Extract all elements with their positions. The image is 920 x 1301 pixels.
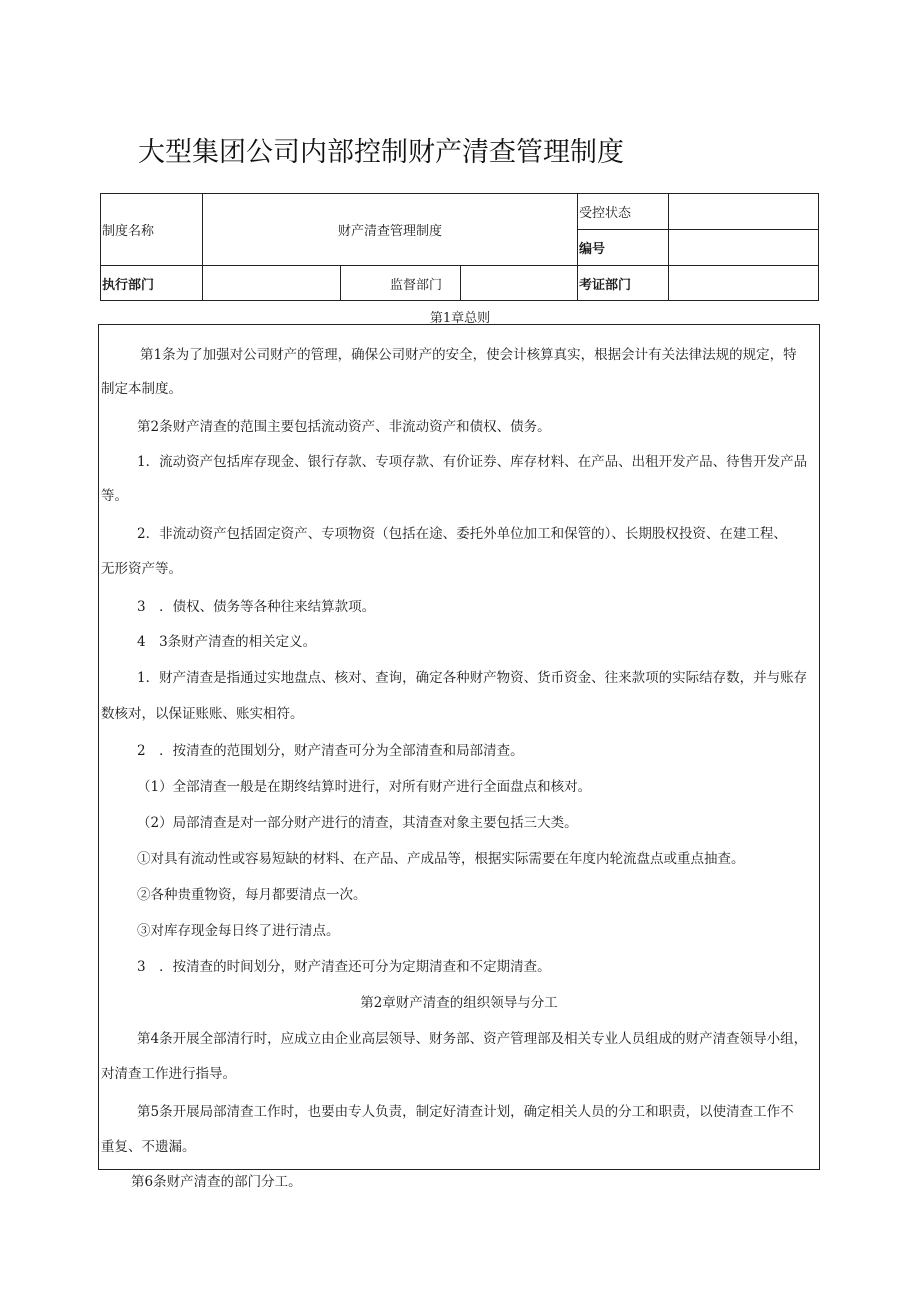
- article-3-item-2: 2 ．按清查的范围划分，财产清查可分为全部清查和局部清查。: [137, 743, 524, 759]
- article-3-item-1-line-1: 1．财产清查是指通过实地盘点、核对、查询，确定各种财产物资、货币资金、往来款项的实际结存数，并与账存: [137, 670, 808, 686]
- header-table: [100, 193, 819, 301]
- article-4-line-2: 对清查工作进行指导。: [101, 1066, 236, 1082]
- article-6: 第6条财产清查的部门分工。: [131, 1174, 302, 1190]
- supervise-dept-label: 监督部门: [341, 266, 461, 301]
- verify-dept-value: [669, 266, 819, 301]
- article-5-line-1: 第5条开展局部清查工作时，也要由专人负责，制定好清查计划，确定相关人员的分工和职责，以使清查工作不: [137, 1104, 794, 1120]
- article-3-item-2-b-2: ②各种贵重物资，每月都要清点一次。: [137, 887, 367, 903]
- document-title: 大型集团公司内部控制财产清查管理制度: [138, 137, 624, 168]
- number-label: 编号: [578, 230, 669, 266]
- article-3-item-2-b-3: ③对库存现金每日终了进行清点。: [137, 923, 340, 939]
- verify-dept-label: 考证部门: [578, 266, 669, 301]
- body-box: [98, 324, 820, 1170]
- article-4-line-1: 第4条开展全部清行时，应成立由企业高层领导、财务部、资产管理部及相关专业人员组成的财产清查领导小组，: [137, 1031, 808, 1047]
- article-1-line-2: 制定本制度。: [101, 381, 182, 397]
- name-value: 财产清查管理制度: [203, 194, 578, 266]
- exec-dept-value: [203, 266, 341, 301]
- article-2: 第2条财产清查的范围主要包括流动资产、非流动资产和债权、债务。: [137, 419, 551, 435]
- article-3-item-1-line-2: 数核对，以保证账账、账实相符。: [101, 706, 304, 722]
- article-2-item-3: 3 ．债权、债务等各种往来结算款项。: [137, 599, 376, 615]
- exec-dept-label: 执行部门: [101, 266, 203, 301]
- article-2-item-1-line-2: 等。: [101, 488, 128, 504]
- article-3: 4 3条财产清查的相关定义。: [137, 634, 317, 650]
- article-3-item-2-b-1: ①对具有流动性或容易短缺的材料、在产品、产成品等，根据实际需要在年度内轮流盘点或重点抽查。: [137, 851, 745, 867]
- article-3-item-2-b: （2）局部清查是对一部分财产进行的清查，其清查对象主要包括三大类。: [137, 815, 578, 831]
- article-3-item-2-a: （1）全部清查一般是在期终结算时进行，对所有财产进行全面盘点和核对。: [137, 779, 592, 795]
- article-5-line-2: 重复、不遗漏。: [101, 1139, 196, 1155]
- control-status-label: 受控状态: [578, 194, 669, 230]
- article-2-item-2-line-2: 无形资产等。: [101, 561, 182, 577]
- chapter-1-heading: 第1章总则: [429, 311, 491, 326]
- control-status-value: [669, 194, 819, 230]
- article-2-item-2-line-1: 2．非流动资产包括固定资产、专项物资（包括在途、委托外单位加工和保管的）、长期股权投资、在建工程、: [137, 526, 787, 542]
- chapter-2-heading: 第2章财产清查的组织领导与分工: [360, 995, 558, 1011]
- name-label: 制度名称: [101, 194, 203, 266]
- supervise-dept-value: [461, 266, 578, 301]
- article-1-line-1: 第1条为了加强对公司财产的管理，确保公司财产的安全，使会计核算真实，根据会计有关法律法规的规定，特: [140, 347, 797, 363]
- article-3-item-3: 3 ．按清查的时间划分，财产清查还可分为定期清查和不定期清查。: [137, 959, 551, 975]
- article-2-item-1-line-1: 1．流动资产包括库存现金、银行存款、专项存款、有价证券、库存材料、在产品、出租开发产品、待售开发产品: [137, 454, 808, 470]
- number-value: [669, 230, 819, 266]
